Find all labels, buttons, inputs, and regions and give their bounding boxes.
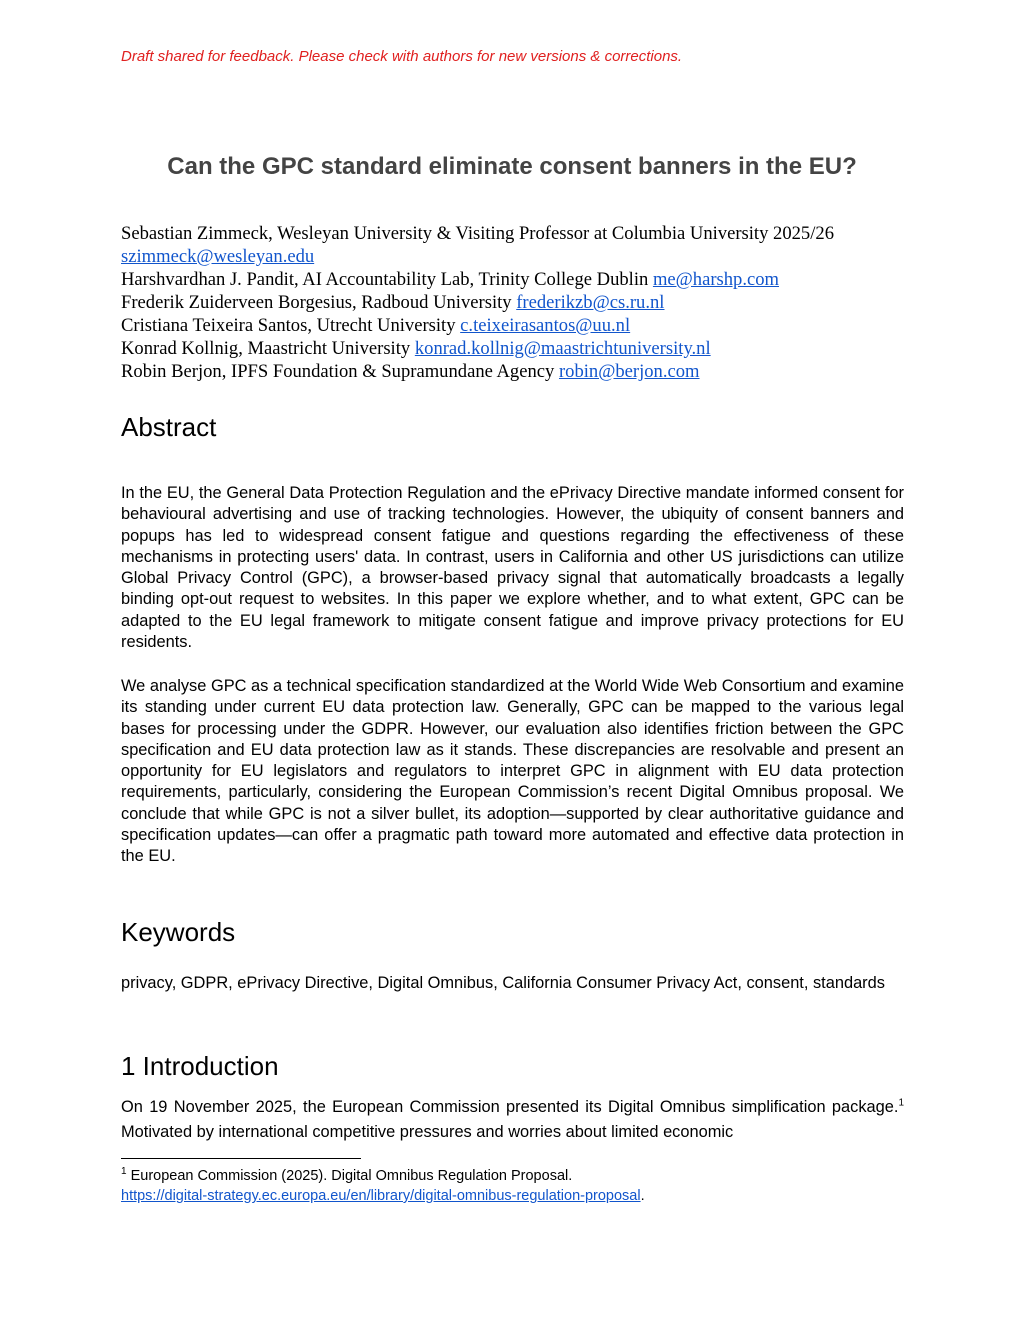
introduction-heading: 1 Introduction <box>121 1051 279 1081</box>
footnote-divider <box>121 1158 361 1159</box>
footnote-reference[interactable]: 1 <box>898 1097 904 1109</box>
author-line: Cristiana Teixeira Santos, Utrecht University c.teixeirasantos@uu.nl <box>121 315 631 336</box>
author-email-link[interactable]: szimmeck@wesleyan.edu <box>121 246 315 267</box>
abstract-paragraph-1: In the EU, the General Data Protection Regulation and the ePrivacy Directive mandate informed consent for behavioural advertising and use of tracking technologies. However, the ubiquity of consent banners and popups has led to widespread consent fatigue and questions regarding the effectiveness of these mechanisms in protecting users' data. In contrast, users in California and other US jurisdictions can utilize Global Privacy Control (GPC), a browser-based privacy signal that automatically broadcasts a legally binding opt-out request to websites. In this paper we explore whether, and to what extent, GPC can be adapted to the EU legal framework to mitigate consent fatigue and improve privacy protections for EU residents. <box>121 484 904 652</box>
author-email-link[interactable]: robin@berjon.com <box>558 361 700 382</box>
keywords-heading: Keywords <box>121 917 236 947</box>
author-line: Robin Berjon, IPFS Foundation & Supramundane Agency robin@berjon.com <box>121 361 700 382</box>
footnote-link[interactable]: https://digital-strategy.ec.europa.eu/en/library/digital-omnibus-regulation-proposal <box>121 1188 641 1204</box>
author-line: Konrad Kollnig, Maastricht University konrad.kollnig@maastrichtuniversity.nl <box>121 338 711 359</box>
paper-title: Can the GPC standard eliminate consent banners in the EU? <box>167 153 857 180</box>
author-line: Frederik Zuiderveen Borgesius, Radboud University frederikzb@cs.ru.nl <box>121 292 665 313</box>
author-line: Harshvardhan J. Pandit, AI Accountability Lab, Trinity College Dublin me@harshp.com <box>121 269 780 290</box>
keywords-text: privacy, GDPR, ePrivacy Directive, Digital Omnibus, California Consumer Privacy Act, consent, standards <box>121 974 885 992</box>
author-email-link[interactable]: me@harshp.com <box>652 269 780 290</box>
introduction-paragraph: On 19 November 2025, the European Commission presented its Digital Omnibus simplification package.$^1$ Motivated by international competitive pressures and worries about limited economic <box>121 1097 904 1141</box>
footnote: $^1$ European Commission (2025). Digital Omnibus Regulation Proposal. https://digital-strategy.ec.europa.eu/en/library/digital-omnibus-regulation-proposal. <box>121 1166 645 1204</box>
author-list <box>121 222 911 383</box>
author-email-link[interactable]: konrad.kollnig@maastrichtuniversity.nl <box>414 338 711 359</box>
footnote-mark: 1 <box>121 1166 127 1178</box>
draft-notice: Draft shared for feedback. Please check with authors for new versions & corrections. <box>121 48 683 65</box>
author-line: Sebastian Zimmeck, Wesleyan University & Visiting Professor at Columbia University 2025/26 szimmeck@wesleyan.edu <box>121 223 834 267</box>
abstract-heading: Abstract <box>121 412 217 442</box>
author-email-link[interactable]: frederikzb@cs.ru.nl <box>516 292 665 313</box>
author-email-link[interactable]: c.teixeirasantos@uu.nl <box>460 315 631 336</box>
abstract-paragraph-2: We analyse GPC as a technical specification standardized at the World Wide Web Consortium and examine its standing under current EU data protection law. Generally, GPC can be mapped to the various legal bases for processing under the GDPR. However, our evaluation also identifies friction between the GPC specification and EU data protection law as it stands. These discrepancies are resolvable and present an opportunity for EU legislators and regulators to interpret GPC in alignment with EU data protection requirements, particularly, considering the European Commission’s recent Digital Omnibus proposal. We conclude that while GPC is not a silver bullet, its adoption—supported by clear authoritative guidance and specification updates—can offer a pragmatic path toward more automated and effective data protection in the EU. <box>121 677 904 866</box>
